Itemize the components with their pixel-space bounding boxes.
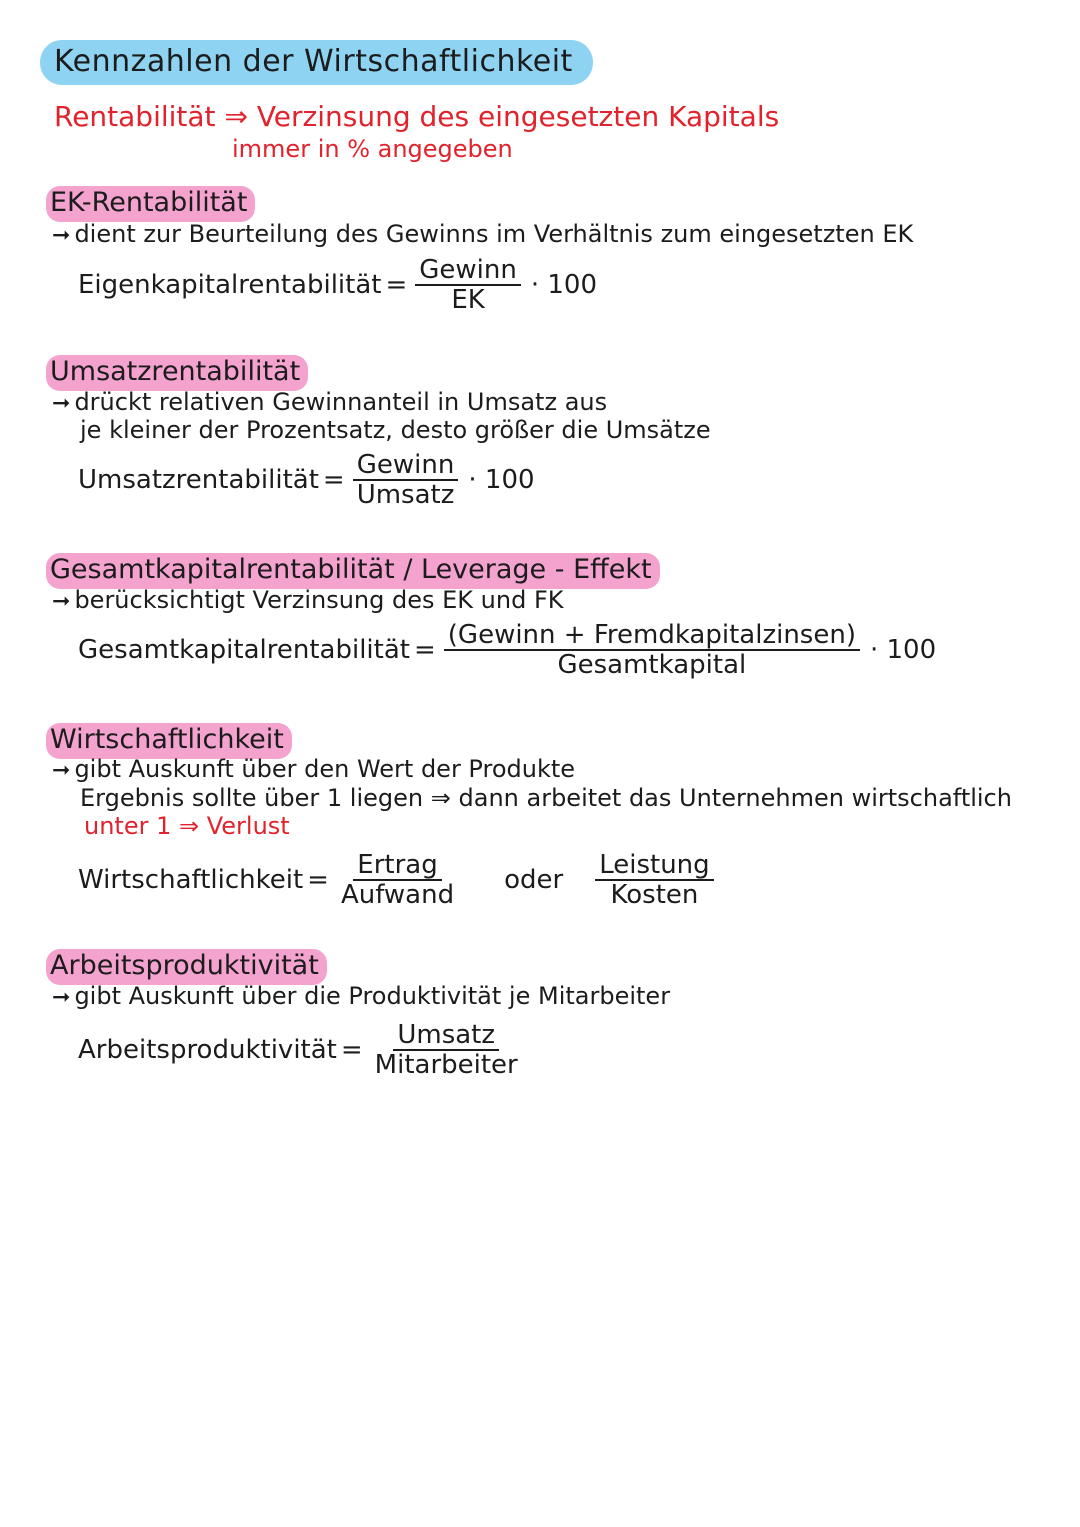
- or-word: oder: [504, 865, 564, 895]
- formula-lhs: Gesamtkapitalrentabilität: [78, 635, 410, 665]
- numerator: Leistung: [595, 852, 713, 881]
- intro-line-2: immer in % angegeben: [232, 135, 513, 163]
- section-heading-umsatz: Umsatzrentabilität: [46, 355, 308, 391]
- denominator: Aufwand: [340, 880, 455, 910]
- arrow-icon: ➞: [52, 758, 71, 783]
- denominator: Umsatz: [356, 480, 455, 510]
- formula-lhs: Umsatzrentabilität: [78, 465, 319, 495]
- formula-lhs: Wirtschaftlichkeit: [78, 865, 304, 895]
- numerator: Umsatz: [393, 1022, 499, 1051]
- wirtschaft-line-3: unter 1 ⇒ Verlust: [84, 812, 290, 840]
- bullet-gesamt: ➞ berücksichtigt Verzinsung des EK und FK: [52, 586, 564, 614]
- umsatz-line-2: je kleiner der Prozentsatz, desto größer die Umsätze: [80, 416, 711, 444]
- arrow-icon: ➞: [52, 391, 71, 416]
- formula-umsatz: Umsatzrentabilität = $\frac{\text{Gewinn}}{\text{Umsatz}}$ · 100: [78, 450, 535, 510]
- bullet-ek: ➞ dient zur Beurteilung des Gewinns im Verhältnis zum eingesetzten EK: [52, 220, 914, 248]
- fraction: [444, 622, 860, 678]
- section-heading-gesamt: Gesamtkapitalrentabilität / Leverage - Effekt: [46, 553, 660, 589]
- intro-term: Rentabilität: [54, 100, 216, 133]
- denominator: EK: [451, 285, 485, 315]
- arrow-icon: ➞: [52, 985, 71, 1010]
- denominator: Kosten: [610, 880, 699, 910]
- section-heading-ek: EK-Rentabilität: [46, 186, 255, 222]
- fraction: [595, 852, 713, 908]
- formula-lhs: Eigenkapitalrentabilität: [78, 270, 382, 300]
- bullet-wirtschaft: ➞ gibt Auskunft über den Wert der Produkte: [52, 755, 576, 783]
- section-heading-arbeit: Arbeitsproduktivität: [46, 949, 327, 985]
- section-heading-wirtschaft: Wirtschaftlichkeit: [46, 723, 292, 759]
- wirtschaft-line-2: Ergebnis sollte über 1 liegen ⇒ dann arbeitet das Unternehmen wirtschaftlich: [80, 784, 1012, 812]
- numerator: Ertrag: [353, 852, 441, 881]
- fraction: [371, 1022, 522, 1078]
- formula-lhs: Arbeitsproduktivität: [78, 1035, 337, 1065]
- numerator: (Gewinn + Fremdkapitalzinsen): [444, 622, 860, 651]
- arrow-icon: ➞: [52, 589, 71, 614]
- implies-icon: ⇒: [430, 784, 451, 812]
- denominator: Gesamtkapital: [557, 650, 747, 680]
- formula-gesamt: Gesamtkapitalrentabilität = $\frac{\text{(Gewinn + Fremdkapitalzinsen)}}{\text{Gesamtkapital}}$ · 100: [78, 620, 937, 680]
- arrow-icon: ➞: [52, 223, 71, 248]
- formula-ek: Eigenkapitalrentabilität = $\frac{\text{Gewinn}}{EK}$ · 100: [78, 255, 598, 315]
- implies-icon: ⇒: [224, 100, 248, 133]
- bullet-arbeit: ➞ gibt Auskunft über die Produktivität je Mitarbeiter: [52, 982, 671, 1010]
- denominator: Mitarbeiter: [374, 1050, 518, 1080]
- fraction: [353, 452, 459, 508]
- numerator: Gewinn: [353, 452, 459, 481]
- factor: · 100: [468, 465, 535, 495]
- formula-wirtschaft: Wirtschaftlichkeit = $\frac{\text{Ertrag}}{\text{Aufwand}}$ oder $\frac{\text{Leistung}}{\text{Kosten}}$: [78, 852, 718, 908]
- intro-text: Verzinsung des eingesetzten Kapitals: [256, 100, 780, 133]
- intro-line: [54, 100, 779, 133]
- numerator: Gewinn: [415, 257, 521, 286]
- factor: · 100: [530, 270, 598, 300]
- bullet-umsatz: ➞ drückt relativen Gewinnanteil in Umsatz aus: [52, 388, 608, 416]
- fraction: [415, 257, 521, 313]
- fraction: [337, 852, 458, 908]
- factor: · 100: [869, 635, 937, 665]
- formula-arbeit: Arbeitsproduktivität = $\frac{\text{Umsatz}}{\text{Mitarbeiter}}$: [78, 1022, 526, 1078]
- page-title: Kennzahlen der Wirtschaftlichkeit: [40, 40, 593, 85]
